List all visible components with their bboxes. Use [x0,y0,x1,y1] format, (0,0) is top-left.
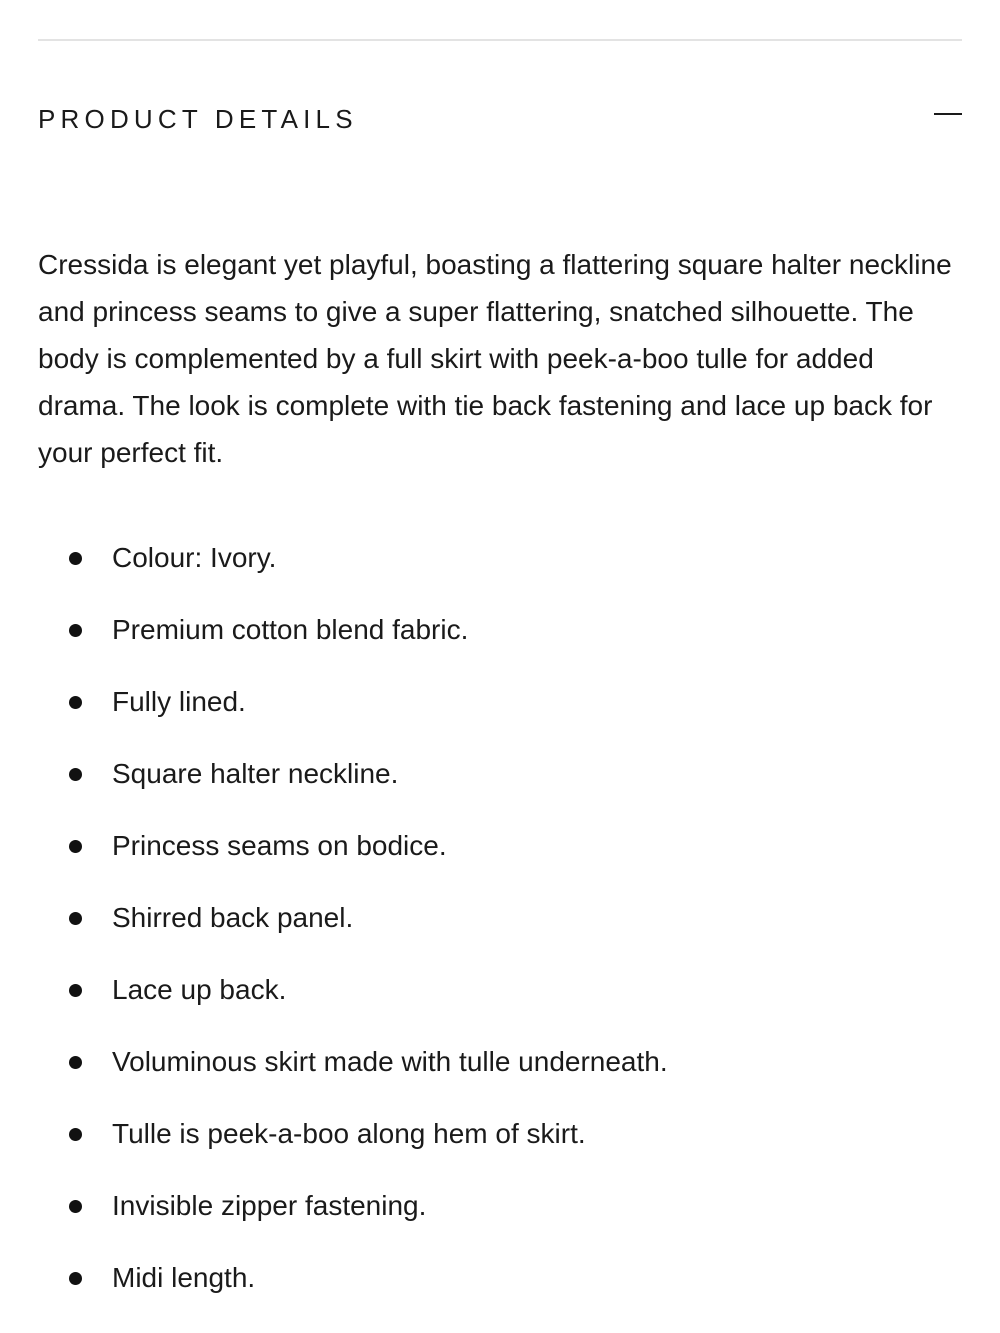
product-description: Cressida is elegant yet playful, boasting a flattering square halter neckline and princess seams to give a super flattering, snatched silhouette. The body is complemented by a full skirt with peek-a-boo tulle for added drama. The look is complete with tie back fastening and lace up back for your perfect fit. [38,249,952,468]
bullet-icon [69,768,82,781]
list-item [38,594,668,666]
minus-icon[interactable] [934,100,962,128]
bullet-icon [69,912,82,925]
feature-text: Shirred back panel. [112,902,354,933]
feature-text: Square halter neckline. [112,758,399,789]
bullet-icon [69,1128,82,1141]
product-details-accordion-header[interactable] [38,96,962,140]
feature-text: Princess seams on bodice. [112,830,447,861]
feature-text: Midi length. [112,1262,256,1293]
section-divider [38,39,962,41]
bullet-icon [69,1272,82,1285]
feature-text: Lace up back. [112,974,287,1005]
bullet-icon [69,840,82,853]
list-item [38,882,668,954]
list-item [38,738,668,810]
list-item [38,666,668,738]
feature-text: Premium cotton blend fabric. [112,614,469,645]
bullet-icon [69,696,82,709]
feature-text: Tulle is peek-a-boo along hem of skirt. [112,1118,586,1149]
list-item [38,1026,668,1098]
bullet-icon [69,1056,82,1069]
list-item [38,1098,668,1170]
bullet-icon [69,984,82,997]
feature-text: Voluminous skirt made with tulle underneath. [112,1046,668,1077]
bullet-icon [69,624,82,637]
feature-list [38,522,668,1314]
feature-text: Invisible zipper fastening. [112,1190,427,1221]
list-item [38,1170,668,1242]
list-item [38,954,668,1026]
bullet-icon [69,1200,82,1213]
list-item [38,522,668,594]
feature-text: Colour: Ivory. [112,542,277,573]
bullet-icon [69,552,82,565]
list-item [38,810,668,882]
feature-text: Fully lined. [112,686,246,717]
list-item [38,1242,668,1314]
accordion-title: PRODUCT DETAILS [38,104,358,134]
